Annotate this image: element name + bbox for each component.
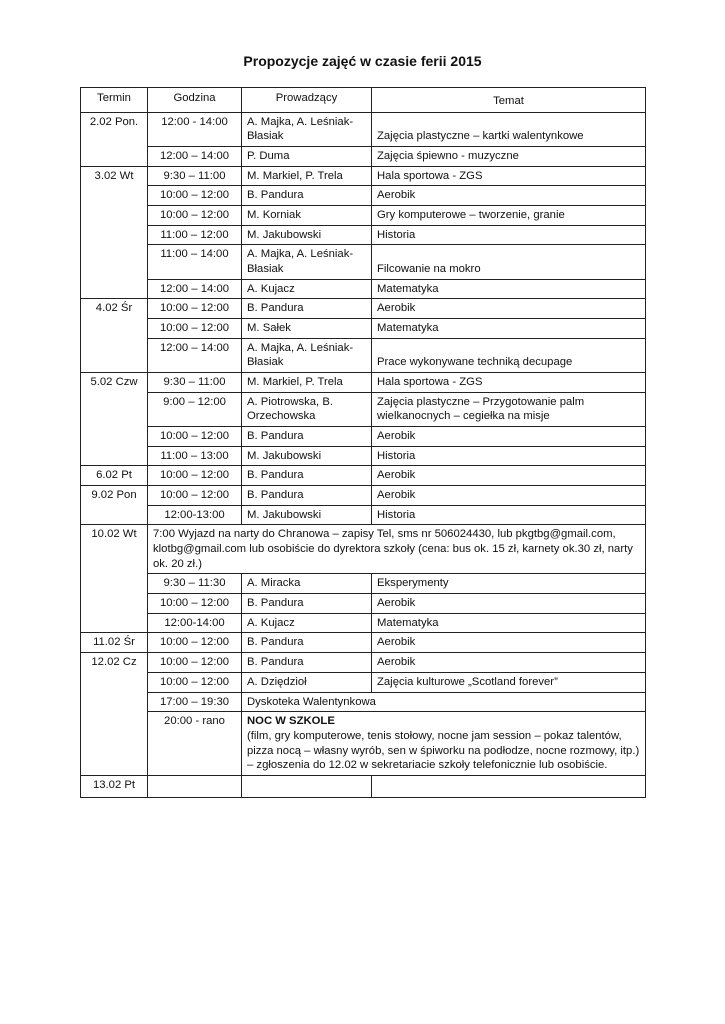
row-host: M. Markiel, P. Trela [242, 373, 372, 393]
day-date: 2.02 Pon. [81, 112, 148, 166]
row-topic: Prace wykonywane techniką decupage [372, 338, 646, 372]
table-row [81, 245, 646, 279]
row-time: 10:00 – 12:00 [148, 653, 242, 673]
row-host: B. Pandura [242, 653, 372, 673]
table-row [81, 373, 646, 393]
row-time: 10:00 – 12:00 [148, 299, 242, 319]
table-row [81, 775, 646, 797]
row-host: A. Majka, A. Leśniak-Błasiak [242, 245, 372, 279]
header-temat: Temat [372, 88, 646, 113]
row-topic: Aerobik [372, 427, 646, 447]
day-date: 13.02 Pt [81, 775, 148, 797]
day-date: 11.02 Śr [81, 633, 148, 653]
table-row [81, 206, 646, 226]
row-topic: Historia [372, 446, 646, 466]
row-host: M. Jakubowski [242, 505, 372, 525]
table-row [81, 525, 646, 574]
row-topic: Matematyka [372, 319, 646, 339]
day-date: 12.02 Cz [81, 653, 148, 776]
table-row [81, 486, 646, 506]
row-time: 12:00-13:00 [148, 505, 242, 525]
table-row [81, 279, 646, 299]
day-note: 7:00 Wyjazd na narty do Chranowa – zapisy Tel, sms nr 506024430, lub pkgtbg@gmail.com, klotbg@gmail.com lub osobiście do dyrektora szkoły (cena: bus ok. 15 zł, karnety ok.30 zł, narty ok. 20 zł.) [148, 525, 646, 574]
row-topic: Aerobik [372, 466, 646, 486]
row-topic: Zajęcia plastyczne – Przygotowanie palm wielkanocnych – cegiełka na misje [372, 392, 646, 426]
event-title: NOC W SZKOLE [247, 715, 335, 728]
row-time: 10:00 – 12:00 [148, 186, 242, 206]
row-topic: Hala sportowa - ZGS [372, 373, 646, 393]
row-time: 10:00 – 12:00 [148, 594, 242, 614]
row-topic: Matematyka [372, 279, 646, 299]
row-time: 12:00 – 14:00 [148, 147, 242, 167]
row-time: 12:00 – 14:00 [148, 338, 242, 372]
table-row [81, 392, 646, 426]
row-host: B. Pandura [242, 299, 372, 319]
day-date: 10.02 Wt [81, 525, 148, 633]
row-host: B. Pandura [242, 486, 372, 506]
table-row [81, 505, 646, 525]
row-host: B. Pandura [242, 633, 372, 653]
row-topic: Matematyka [372, 613, 646, 633]
table-row [81, 166, 646, 186]
day-date: 3.02 Wt [81, 166, 148, 299]
row-time: 10:00 – 12:00 [148, 319, 242, 339]
row-topic: Zajęcia kulturowe „Scotland forever” [372, 672, 646, 692]
row-host: A. Majka, A. Leśniak-Błasiak [242, 112, 372, 146]
row-time: 11:00 – 13:00 [148, 446, 242, 466]
row-host: M. Markiel, P. Trela [242, 166, 372, 186]
table-row [81, 672, 646, 692]
table-header-row [81, 88, 646, 113]
row-host: M. Jakubowski [242, 225, 372, 245]
row-time: 9:00 – 12:00 [148, 392, 242, 426]
header-godzina: Godzina [148, 88, 242, 113]
row-topic: Filcowanie na mokro [372, 245, 646, 279]
row-time: 12:00 – 14:00 [148, 279, 242, 299]
row-time: 9:30 – 11:00 [148, 166, 242, 186]
row-topic: Aerobik [372, 594, 646, 614]
row-topic: Historia [372, 225, 646, 245]
table-row [81, 147, 646, 167]
row-time: 11:00 – 12:00 [148, 225, 242, 245]
table-row [81, 653, 646, 673]
table-row [81, 299, 646, 319]
table-row [81, 574, 646, 594]
row-host: M. Jakubowski [242, 446, 372, 466]
table-row [81, 712, 646, 776]
header-prowadzacy: Prowadzący [242, 88, 372, 113]
table-row [81, 692, 646, 712]
schedule-body [81, 112, 646, 797]
row-time: 10:00 – 12:00 [148, 206, 242, 226]
row-event [242, 692, 646, 712]
row-topic: Aerobik [372, 299, 646, 319]
row-time: 12:00-14:00 [148, 613, 242, 633]
row-topic: Aerobik [372, 186, 646, 206]
row-time: 10:00 – 12:00 [148, 633, 242, 653]
row-host: P. Duma [242, 147, 372, 167]
row-topic: Gry komputerowe – tworzenie, granie [372, 206, 646, 226]
row-host: A. Kujacz [242, 613, 372, 633]
header-termin: Termin [81, 88, 148, 113]
day-date: 9.02 Pon [81, 486, 148, 525]
row-topic: Zajęcia śpiewno - muzyczne [372, 147, 646, 167]
table-row [81, 427, 646, 447]
row-host: B. Pandura [242, 594, 372, 614]
row-time: 10:00 – 12:00 [148, 427, 242, 447]
row-time: 10:00 – 12:00 [148, 672, 242, 692]
day-date: 6.02 Pt [81, 466, 148, 486]
table-row [81, 112, 646, 146]
table-row [81, 319, 646, 339]
row-time: 10:00 – 12:00 [148, 466, 242, 486]
event-description: Dyskoteka Walentynkowa [247, 695, 376, 708]
row-host: A. Dziędzioł [242, 672, 372, 692]
table-row [81, 338, 646, 372]
row-topic: Zajęcia plastyczne – kartki walentynkowe [372, 112, 646, 146]
day-date: 4.02 Śr [81, 299, 148, 373]
row-time: 17:00 – 19:30 [148, 692, 242, 712]
row-topic: Aerobik [372, 653, 646, 673]
row-time: 9:30 – 11:00 [148, 373, 242, 393]
row-host: B. Pandura [242, 466, 372, 486]
row-time: 12:00 - 14:00 [148, 112, 242, 146]
row-host: A. Majka, A. Leśniak-Błasiak [242, 338, 372, 372]
row-time: 20:00 - rano [148, 712, 242, 776]
row-topic: Aerobik [372, 633, 646, 653]
row-time: 10:00 – 12:00 [148, 486, 242, 506]
row-topic: Hala sportowa - ZGS [372, 166, 646, 186]
row-host: A. Piotrowska, B. Orzechowska [242, 392, 372, 426]
row-time: 11:00 – 14:00 [148, 245, 242, 279]
row-host: B. Pandura [242, 186, 372, 206]
row-host: B. Pandura [242, 427, 372, 447]
table-row [81, 225, 646, 245]
table-row [81, 186, 646, 206]
page-title: Propozycje zajęć w czasie ferii 2015 [243, 53, 482, 69]
row-topic [372, 775, 646, 797]
table-row [81, 633, 646, 653]
row-host: A. Miracka [242, 574, 372, 594]
table-row [81, 466, 646, 486]
row-topic: Historia [372, 505, 646, 525]
table-row [81, 446, 646, 466]
row-time [148, 775, 242, 797]
event-description: (film, gry komputerowe, tenis stołowy, nocne jam session – pokaz talentów, pizza nocą – własny wyrób, sen w śpiworku na podłodze, nocne rozmowy, itp.) – zgłoszenia do 12.02 w sekretariacie szkoły telefonicznie lub osobiście. [247, 729, 640, 772]
row-topic: Aerobik [372, 486, 646, 506]
row-host: A. Kujacz [242, 279, 372, 299]
table-row [81, 594, 646, 614]
table-row [81, 613, 646, 633]
row-host: M. Korniak [242, 206, 372, 226]
row-host: M. Sałek [242, 319, 372, 339]
schedule-table [80, 87, 646, 798]
day-date: 5.02 Czw [81, 373, 148, 466]
row-time: 9:30 – 11:30 [148, 574, 242, 594]
row-topic: Eksperymenty [372, 574, 646, 594]
row-event [242, 712, 646, 776]
row-host [242, 775, 372, 797]
